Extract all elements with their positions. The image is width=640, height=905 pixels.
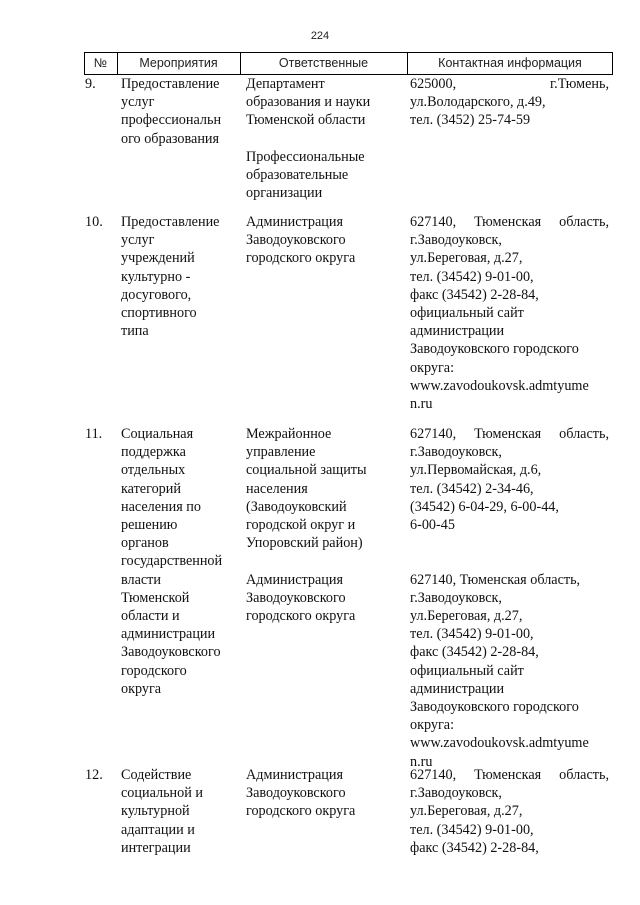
text-line: социальной защиты [246,462,367,479]
header-contact-info: Контактная информация [438,56,582,70]
text-line: г.Заводоуковск, [410,785,502,802]
text-line: городской округ и [246,517,356,534]
text-line: городского округа [246,250,356,267]
text-line: государственной [121,553,223,570]
text-line: 625000, г.Тюмень, [410,76,609,92]
text-line: образовательные [246,167,349,183]
text-line: отдельных [121,462,186,479]
text-line: ул.Первомайская, д.6, [410,462,542,479]
text-line: округа: [410,717,455,734]
row-responsible [246,75,402,202]
page-number: 224 [310,30,330,42]
header-number: № [93,56,108,70]
text-line: ул.Береговая, д.27, [410,250,523,267]
text-line: тел. (3452) 25-74-59 [410,112,531,129]
text-line: 6-00-45 [410,517,455,534]
text-line: г.Заводоуковск, [410,589,502,606]
text-line: Администрация [246,571,343,588]
text-line: Предоставление [121,76,220,92]
text-line: г.Заводоуковск, [410,232,502,249]
text-line: учреждений [121,250,195,267]
text-line: Содействие [121,767,192,783]
text-line: ул.Береговая, д.27, [410,803,523,820]
text-line: образования и науки [246,94,371,111]
text-line: тел. (34542) 9-01-00, [410,268,534,285]
row-contact [410,425,609,771]
text-line: администрации [121,626,216,643]
text-line: 627140, Тюменская область, [410,426,609,442]
text-line: www.zavodoukovsk.admtyume [410,735,589,752]
text-line: тел. (34542) 2-34-46, [410,480,534,497]
table-header [84,52,613,75]
text-line: официальный сайт [410,662,524,679]
text-line: социальной и [121,785,203,802]
text-line: населения по [121,498,201,515]
row-event [121,425,239,698]
text-line: (Заводоуковский [246,498,347,515]
row-number: 9. [85,76,96,92]
text-line: управление [246,444,316,461]
text-line: городского округа [246,608,356,625]
text-line: Заводоуковского городского [410,341,579,358]
text-line: (34542) 6-04-29, 6-00-44, [410,498,559,515]
line-gap [410,534,609,552]
text-line: округа: [410,359,455,376]
text-line: официальный сайт [410,305,524,322]
line-gap [410,552,609,570]
text-line: Заводоуковского [246,232,346,249]
row-event [121,75,239,148]
text-line: тел. (34542) 9-01-00, [410,821,534,838]
text-line: Заводоуковского [246,785,346,802]
text-line: Предоставление [121,214,220,230]
text-line: округа [121,680,162,697]
row-number: 10. [85,214,103,230]
row-contact [410,213,609,413]
text-line: досугового, [121,286,192,303]
text-line: органов [121,535,169,552]
text-line: городского округа [246,803,356,820]
text-line: культурной [121,803,190,820]
text-line: ул.Береговая, д.27, [410,608,523,624]
row-responsible [246,425,402,625]
text-line: Тюменской [121,589,190,606]
text-line: 627140, Тюменская область, [410,214,609,230]
text-line: культурно - [121,268,191,285]
text-line: администрации [410,323,505,340]
text-line: 627140, Тюменская область, [410,571,581,588]
text-line: Социальная [121,426,194,442]
text-line: факс (34542) 2-28-84, [410,839,539,856]
text-line: Департамент [246,76,325,92]
text-line: Упоровский район) [246,535,363,552]
text-line: Профессиональные [246,148,365,165]
text-line: типа [121,323,149,340]
text-line: Администрация [246,214,343,230]
text-line: профессиональн [121,112,222,129]
text-line: категорий [121,480,181,497]
text-line: организации [246,185,323,202]
text-line: решению [121,517,178,534]
row-number: 12. [85,767,103,783]
text-line: тел. (34542) 9-01-00, [410,626,534,643]
row-event [121,213,239,340]
text-line: n.ru [410,753,433,770]
text-line: Межрайонное [246,426,332,442]
row-responsible [246,766,402,821]
text-line: услуг [121,232,155,249]
row-number: 11. [85,426,103,442]
text-line: городского [121,662,187,679]
text-line: услуг [121,94,155,111]
text-line: Заводоуковского городского [410,699,579,716]
text-line: факс (34542) 2-28-84, [410,644,539,661]
text-line: Заводоуковского [246,589,346,606]
text-line: ого образования [121,130,220,147]
text-line: 627140, Тюменская область, [410,767,609,783]
row-responsible [246,213,402,268]
text-line: ул.Володарского, д.49, [410,94,546,111]
row-contact [410,75,609,130]
text-line: интеграции [121,839,191,856]
text-line: адаптации и [121,821,195,838]
text-line: области и [121,608,180,625]
text-line: факс (34542) 2-28-84, [410,286,539,303]
row-event [121,766,239,857]
text-line: г.Заводоуковск, [410,444,502,461]
text-line: поддержка [121,444,186,461]
text-line: власти [121,571,161,588]
text-line: Заводоуковского [121,644,221,661]
line-gap [246,552,402,570]
text-line: администрации [410,680,505,697]
text-line: n.ru [410,396,433,413]
row-contact [410,766,609,857]
header-events: Мероприятия [139,56,218,70]
text-line: населения [246,480,308,497]
text-line: спортивного [121,305,197,322]
header-responsible: Ответственные [278,56,369,70]
text-line: www.zavodoukovsk.admtyume [410,377,589,394]
text-line: Тюменской области [246,112,366,129]
line-gap [246,130,402,148]
text-line: Администрация [246,767,343,783]
